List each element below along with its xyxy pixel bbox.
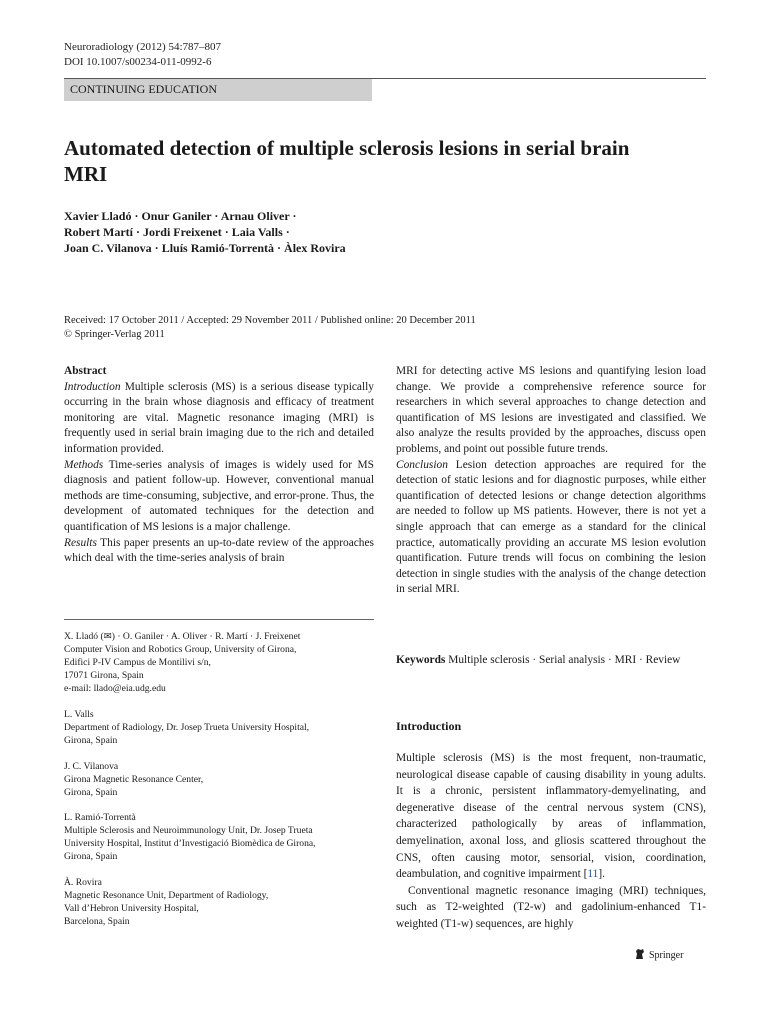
affiliation-line: X. Lladó (✉) · O. Ganiler · A. Oliver · R. Martí · J. Freixenet: [64, 631, 301, 642]
abstract-label: Methods: [64, 458, 104, 471]
abstract-methods: [64, 458, 374, 536]
affiliation-line: L. Ramió-Torrentà: [64, 812, 136, 823]
abstract-label: Conclusion: [396, 458, 448, 471]
doi: DOI 10.1007/s00234-011-0992-6: [64, 56, 212, 68]
abstract-label: Results: [64, 536, 97, 549]
dates-line: Received: 17 October 2011 / Accepted: 29 November 2011 / Published online: 20 December 2011: [64, 315, 476, 326]
author-line: Xavier Lladó · Onur Ganiler · Arnau Oliver ·: [64, 209, 297, 223]
citation-link[interactable]: 11: [587, 868, 599, 881]
affiliation-line: J. C. Vilanova: [64, 761, 119, 772]
affiliation-line: L. Valls: [64, 709, 94, 720]
affiliation-valls: [64, 708, 374, 747]
author-list: [64, 208, 664, 256]
affiliation-line: Multiple Sclerosis and Neuroimmunology Unit, Dr. Josep Trueta: [64, 825, 313, 836]
affiliation-line: Computer Vision and Robotics Group, University of Girona,: [64, 644, 297, 655]
keywords-label: Keywords: [396, 654, 446, 666]
publication-dates: [64, 314, 704, 342]
publisher-footer: [634, 948, 683, 963]
affiliation-line: University Hospital, Institut d’Investigació Biomèdica de Girona,: [64, 838, 316, 849]
paragraph-text: Multiple sclerosis (MS) is the most frequent, non-traumatic, neurological disease capable of causing disability in young adults. It is a chronic, persistent inflammatory-demyelinating, and degenerative disease of the central nervous system (CNS), characterized pathologically by areas of inflammation, demyelination, axonal loss, and gliosis scattered throughout the CNS, often causing motor, sensorial, vision, coordination, deambulation, and cognitive impairment [: [396, 752, 706, 881]
affiliation-rule: [64, 619, 374, 620]
introduction-heading: Introduction: [396, 719, 462, 733]
abstract-introduction: [64, 380, 374, 458]
introduction-body: [396, 750, 706, 933]
abstract-label: Introduction: [64, 380, 121, 393]
abstract-text: Time-series analysis of images is widely used for MS diagnosis and patient follow-up. However, conventional manual methods are time-consuming, subjective, and error-prone. Thus, the development of automated techniques for the detection and quantification of MS lesions is a major challenge.: [64, 458, 374, 533]
introduction-paragraph: [396, 750, 706, 883]
abstract-heading: Abstract: [64, 365, 107, 377]
introduction-paragraph: Conventional magnetic resonance imaging (MRI) techniques, such as T2-weighted (T2-w) and gadolinium-enhanced T1-weighted (T1-w) sequences, are highly: [396, 884, 706, 930]
affiliation-ramio-torrenta: [64, 811, 374, 863]
affiliation-line: Girona, Spain: [64, 851, 118, 862]
affiliation-line: Magnetic Resonance Unit, Department of Radiology,: [64, 890, 269, 901]
keywords-text: Multiple sclerosis · Serial analysis · MRI · Review: [445, 654, 681, 666]
affiliation-vilanova: [64, 760, 374, 799]
abstract-column-right: [396, 364, 706, 598]
abstract-conclusion: [396, 458, 706, 598]
affiliation-line: À. Rovira: [64, 877, 102, 888]
springer-horse-icon: [634, 948, 646, 963]
abstract-text: This paper presents an up-to-date review of the approaches which deal with the time-series analysis of brain: [64, 536, 374, 565]
abstract-column-left: [64, 364, 374, 567]
affiliation-line: Barcelona, Spain: [64, 916, 130, 927]
journal-citation: Neuroradiology (2012) 54:787–807: [64, 41, 222, 53]
section-label: CONTINUING EDUCATION: [64, 79, 372, 101]
affiliation-line: Vall d’Hebron University Hospital,: [64, 903, 199, 914]
affiliation-line: Department of Radiology, Dr. Josep Trueta University Hospital,: [64, 722, 310, 733]
affiliation-line: Girona, Spain: [64, 735, 118, 746]
abstract-results: [64, 536, 374, 567]
author-line: Joan C. Vilanova · Lluís Ramió-Torrentà · Àlex Rovira: [64, 241, 346, 255]
keywords: [396, 653, 706, 669]
affiliation-rovira: [64, 876, 374, 928]
abstract-text: Multiple sclerosis (MS) is a serious disease typically occurring in the brain whose diagnosis and efficacy of treatment monitoring are vital. Magnetic resonance imaging (MRI) is frequently used in serial brain imaging due to the rich and detailed information provided.: [64, 380, 374, 455]
copyright: © Springer-Verlag 2011: [64, 329, 165, 340]
abstract-text: Lesion detection approaches are required for the detection of static lesions and for diagnostic purposes, while either quantification of detected lesions or change detection algorithms are needed to follow up MS patients. However, there is not yet a single approach that can emerge as a standard for the clinical practice, automatically providing an accurate MS lesion evolution quantification. Future trends will focus on combining the lesion detection in single studies with the analysis of the change detection in serial MRI.: [396, 458, 706, 596]
affiliation-line: Edifici P-IV Campus de Montilivi s/n,: [64, 657, 211, 668]
affiliation-lladó: [64, 630, 374, 695]
affiliation-email[interactable]: e-mail: llado@eia.udg.edu: [64, 683, 166, 694]
affiliation-line: 17071 Girona, Spain: [64, 670, 144, 681]
affiliation-line: Girona, Spain: [64, 787, 118, 798]
paragraph-text: ].: [598, 868, 605, 881]
publisher-name: Springer: [649, 950, 684, 961]
affiliation-line: Girona Magnetic Resonance Center,: [64, 774, 204, 785]
author-line: Robert Martí · Jordi Freixenet · Laia Valls ·: [64, 225, 290, 239]
paper-title: Automated detection of multiple sclerosis lesions in serial brain MRI: [64, 136, 630, 186]
abstract-results-continued: MRI for detecting active MS lesions and quantifying lesion load change. We provide a comprehensive reference source for researchers in which several approaches to change detection and quantification of MS lesions are investigated and classified. We also analyze the results provided by the approaches, discuss open problems, and point out possible future trends.: [396, 365, 706, 455]
